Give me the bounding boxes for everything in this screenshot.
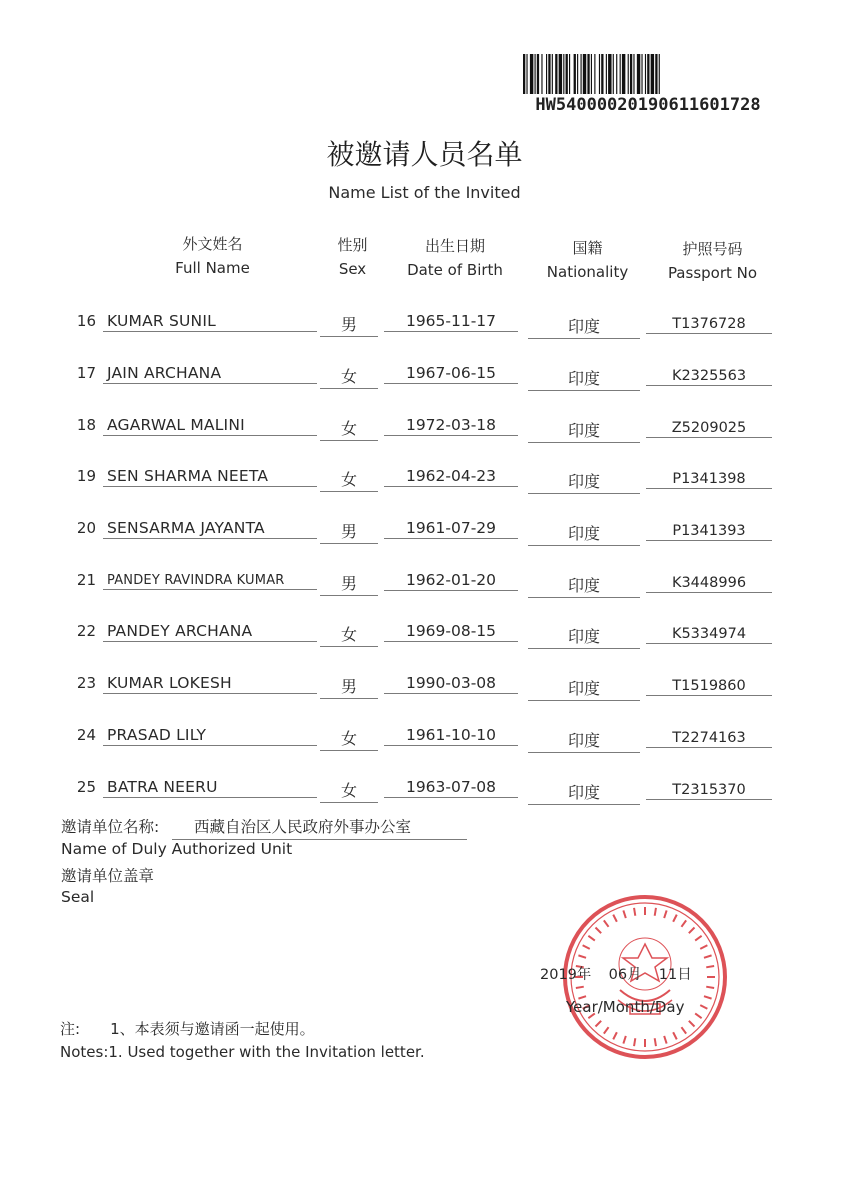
date-of-birth: 1961-10-10 — [384, 726, 518, 746]
passport-no: Z5209025 — [646, 420, 772, 438]
passport-no: T2315370 — [646, 782, 772, 800]
barcode-bar — [563, 54, 564, 94]
barcode-bar — [581, 54, 582, 94]
header-nationality — [535, 236, 640, 284]
header-sex-en: Sex — [338, 260, 367, 278]
barcode-bar — [535, 54, 536, 94]
passport-no: T1376728 — [646, 316, 772, 334]
note-item-cn: 1、本表须与邀请函一起使用。 — [110, 1020, 315, 1038]
row-number: 20 — [76, 519, 96, 537]
header-passport-en: Passport No — [667, 264, 758, 282]
barcode-bar — [637, 54, 640, 94]
row-number: 22 — [76, 622, 96, 640]
note-prefix-cn: 注: — [60, 1020, 81, 1038]
nationality: 印度 — [528, 366, 640, 391]
date-of-birth: 1963-07-08 — [384, 778, 518, 798]
date-of-birth: 1967-06-15 — [384, 364, 518, 384]
date-of-birth: 1962-04-23 — [384, 467, 518, 487]
barcode-bar — [645, 54, 646, 94]
barcode — [523, 54, 773, 94]
barcode-bar — [566, 54, 568, 94]
barcode-bar — [628, 54, 629, 94]
date-of-birth: 1961-07-29 — [384, 519, 518, 539]
full-name: KUMAR SUNIL — [103, 312, 317, 332]
sex: 女 — [320, 416, 378, 441]
date-day: 11日 — [658, 967, 692, 983]
full-name: PRASAD LILY — [103, 726, 317, 746]
seal-label-en: Seal — [61, 888, 95, 906]
issue-date — [540, 963, 692, 984]
header-nationality-cn: 国籍 — [572, 239, 603, 257]
table-row — [0, 674, 849, 704]
sex: 女 — [320, 467, 378, 492]
barcode-bar — [574, 54, 576, 94]
nationality: 印度 — [528, 573, 640, 598]
row-number: 18 — [76, 416, 96, 434]
table-row — [0, 571, 849, 601]
full-name: PANDEY RAVINDRA KUMAR — [103, 571, 317, 590]
nationality: 印度 — [528, 418, 640, 443]
barcode-bar — [641, 54, 642, 94]
note-cn — [60, 1018, 315, 1039]
row-number: 17 — [76, 364, 96, 382]
barcode-bar — [599, 54, 600, 94]
date-of-birth: 1990-03-08 — [384, 674, 518, 694]
barcode-bar — [583, 54, 586, 94]
passport-no: P1341393 — [646, 523, 772, 541]
nationality: 印度 — [528, 521, 640, 546]
date-of-birth: 1962-01-20 — [384, 571, 518, 591]
passport-no: P1341398 — [646, 471, 772, 489]
barcode-bar — [591, 54, 592, 94]
header-passport-cn: 护照号码 — [682, 240, 743, 258]
table-row — [0, 312, 849, 342]
barcode-bar — [613, 54, 614, 94]
full-name: SEN SHARMA NEETA — [103, 467, 317, 487]
barcode-bar — [622, 54, 625, 94]
nationality: 印度 — [528, 624, 640, 649]
barcode-bar — [546, 54, 547, 94]
date-of-birth: 1965-11-17 — [384, 312, 518, 332]
row-number: 16 — [76, 312, 96, 330]
header-full-name — [150, 232, 275, 280]
date-of-birth: 1969-08-15 — [384, 622, 518, 642]
passport-no: K3448996 — [646, 575, 772, 593]
nationality: 印度 — [528, 469, 640, 494]
full-name: SENSARMA JAYANTA — [103, 519, 317, 539]
sex: 女 — [320, 622, 378, 647]
full-name: KUMAR LOKESH — [103, 674, 317, 694]
barcode-bar — [616, 54, 617, 94]
full-name: BATRA NEERU — [103, 778, 317, 798]
unit-label-cn: 邀请单位名称: — [61, 818, 160, 836]
barcode-bar — [541, 54, 542, 94]
passport-no: T2274163 — [646, 730, 772, 748]
barcode-bar — [552, 54, 553, 94]
barcode-bar — [548, 54, 550, 94]
sex: 女 — [320, 778, 378, 803]
barcode-bar — [620, 54, 621, 94]
note-en: Notes:1. Used together with the Invitation letter. — [60, 1043, 425, 1061]
sex: 女 — [320, 364, 378, 389]
table-row — [0, 726, 849, 756]
table-row — [0, 622, 849, 652]
barcode-bar — [569, 54, 570, 94]
sex: 男 — [320, 312, 378, 337]
passport-no: K2325563 — [646, 368, 772, 386]
header-full-name-en: Full Name — [175, 259, 250, 277]
barcode-bar — [647, 54, 649, 94]
full-name: JAIN ARCHANA — [103, 364, 317, 384]
barcode-bar — [655, 54, 657, 94]
date-of-birth: 1972-03-18 — [384, 416, 518, 436]
nationality: 印度 — [528, 780, 640, 805]
table-row — [0, 364, 849, 394]
passport-no: K5334974 — [646, 626, 772, 644]
table-row — [0, 467, 849, 497]
header-dob — [395, 234, 515, 282]
sex: 男 — [320, 571, 378, 596]
barcode-bar — [606, 54, 607, 94]
barcode-bar — [633, 54, 634, 94]
table-row — [0, 778, 849, 808]
header-sex-cn: 性别 — [337, 236, 368, 254]
header-full-name-cn: 外文姓名 — [182, 235, 243, 253]
header-sex — [325, 233, 380, 281]
header-dob-en: Date of Birth — [407, 261, 503, 279]
barcode-bar — [659, 54, 660, 94]
passport-no: T1519860 — [646, 678, 772, 696]
date-month: 06月 — [608, 967, 642, 983]
barcode-bar — [601, 54, 603, 94]
nationality: 印度 — [528, 728, 640, 753]
header-passport — [655, 237, 770, 285]
header-dob-cn: 出生日期 — [424, 237, 485, 255]
barcode-bar — [651, 54, 654, 94]
document-title-en: Name List of the Invited — [328, 183, 521, 202]
barcode-bar — [559, 54, 562, 94]
barcode-bar — [555, 54, 557, 94]
date-format-label: Year/Month/Day — [566, 998, 685, 1016]
sex: 男 — [320, 674, 378, 699]
seal-label-cn: 邀请单位盖章 — [61, 867, 155, 885]
barcode-number: HW54000020190611601728 — [535, 95, 761, 115]
barcode-bar — [587, 54, 589, 94]
barcode-bar — [594, 54, 595, 94]
table-row — [0, 416, 849, 446]
barcode-bar — [526, 54, 527, 94]
nationality: 印度 — [528, 676, 640, 701]
row-number: 21 — [76, 571, 96, 589]
barcode-bar — [530, 54, 533, 94]
sex: 女 — [320, 726, 378, 751]
document-title-cn: 被邀请人员名单 — [326, 138, 523, 171]
barcode-bar — [523, 54, 525, 94]
date-year: 2019年 — [540, 967, 592, 983]
sex: 男 — [320, 519, 378, 544]
row-number: 24 — [76, 726, 96, 744]
barcode-bar — [577, 54, 578, 94]
row-number: 25 — [76, 778, 96, 796]
nationality: 印度 — [528, 314, 640, 339]
barcode-bar — [537, 54, 539, 94]
barcode-bar — [608, 54, 611, 94]
header-nationality-en: Nationality — [546, 263, 629, 281]
full-name: AGARWAL MALINI — [103, 416, 317, 436]
table-row — [0, 519, 849, 549]
barcode-bar — [630, 54, 632, 94]
unit-label-en: Name of Duly Authorized Unit — [61, 840, 293, 858]
row-number: 23 — [76, 674, 96, 692]
row-number: 19 — [76, 467, 96, 485]
unit-name: 西藏自治区人民政府外事办公室 — [172, 815, 467, 840]
full-name: PANDEY ARCHANA — [103, 622, 317, 642]
